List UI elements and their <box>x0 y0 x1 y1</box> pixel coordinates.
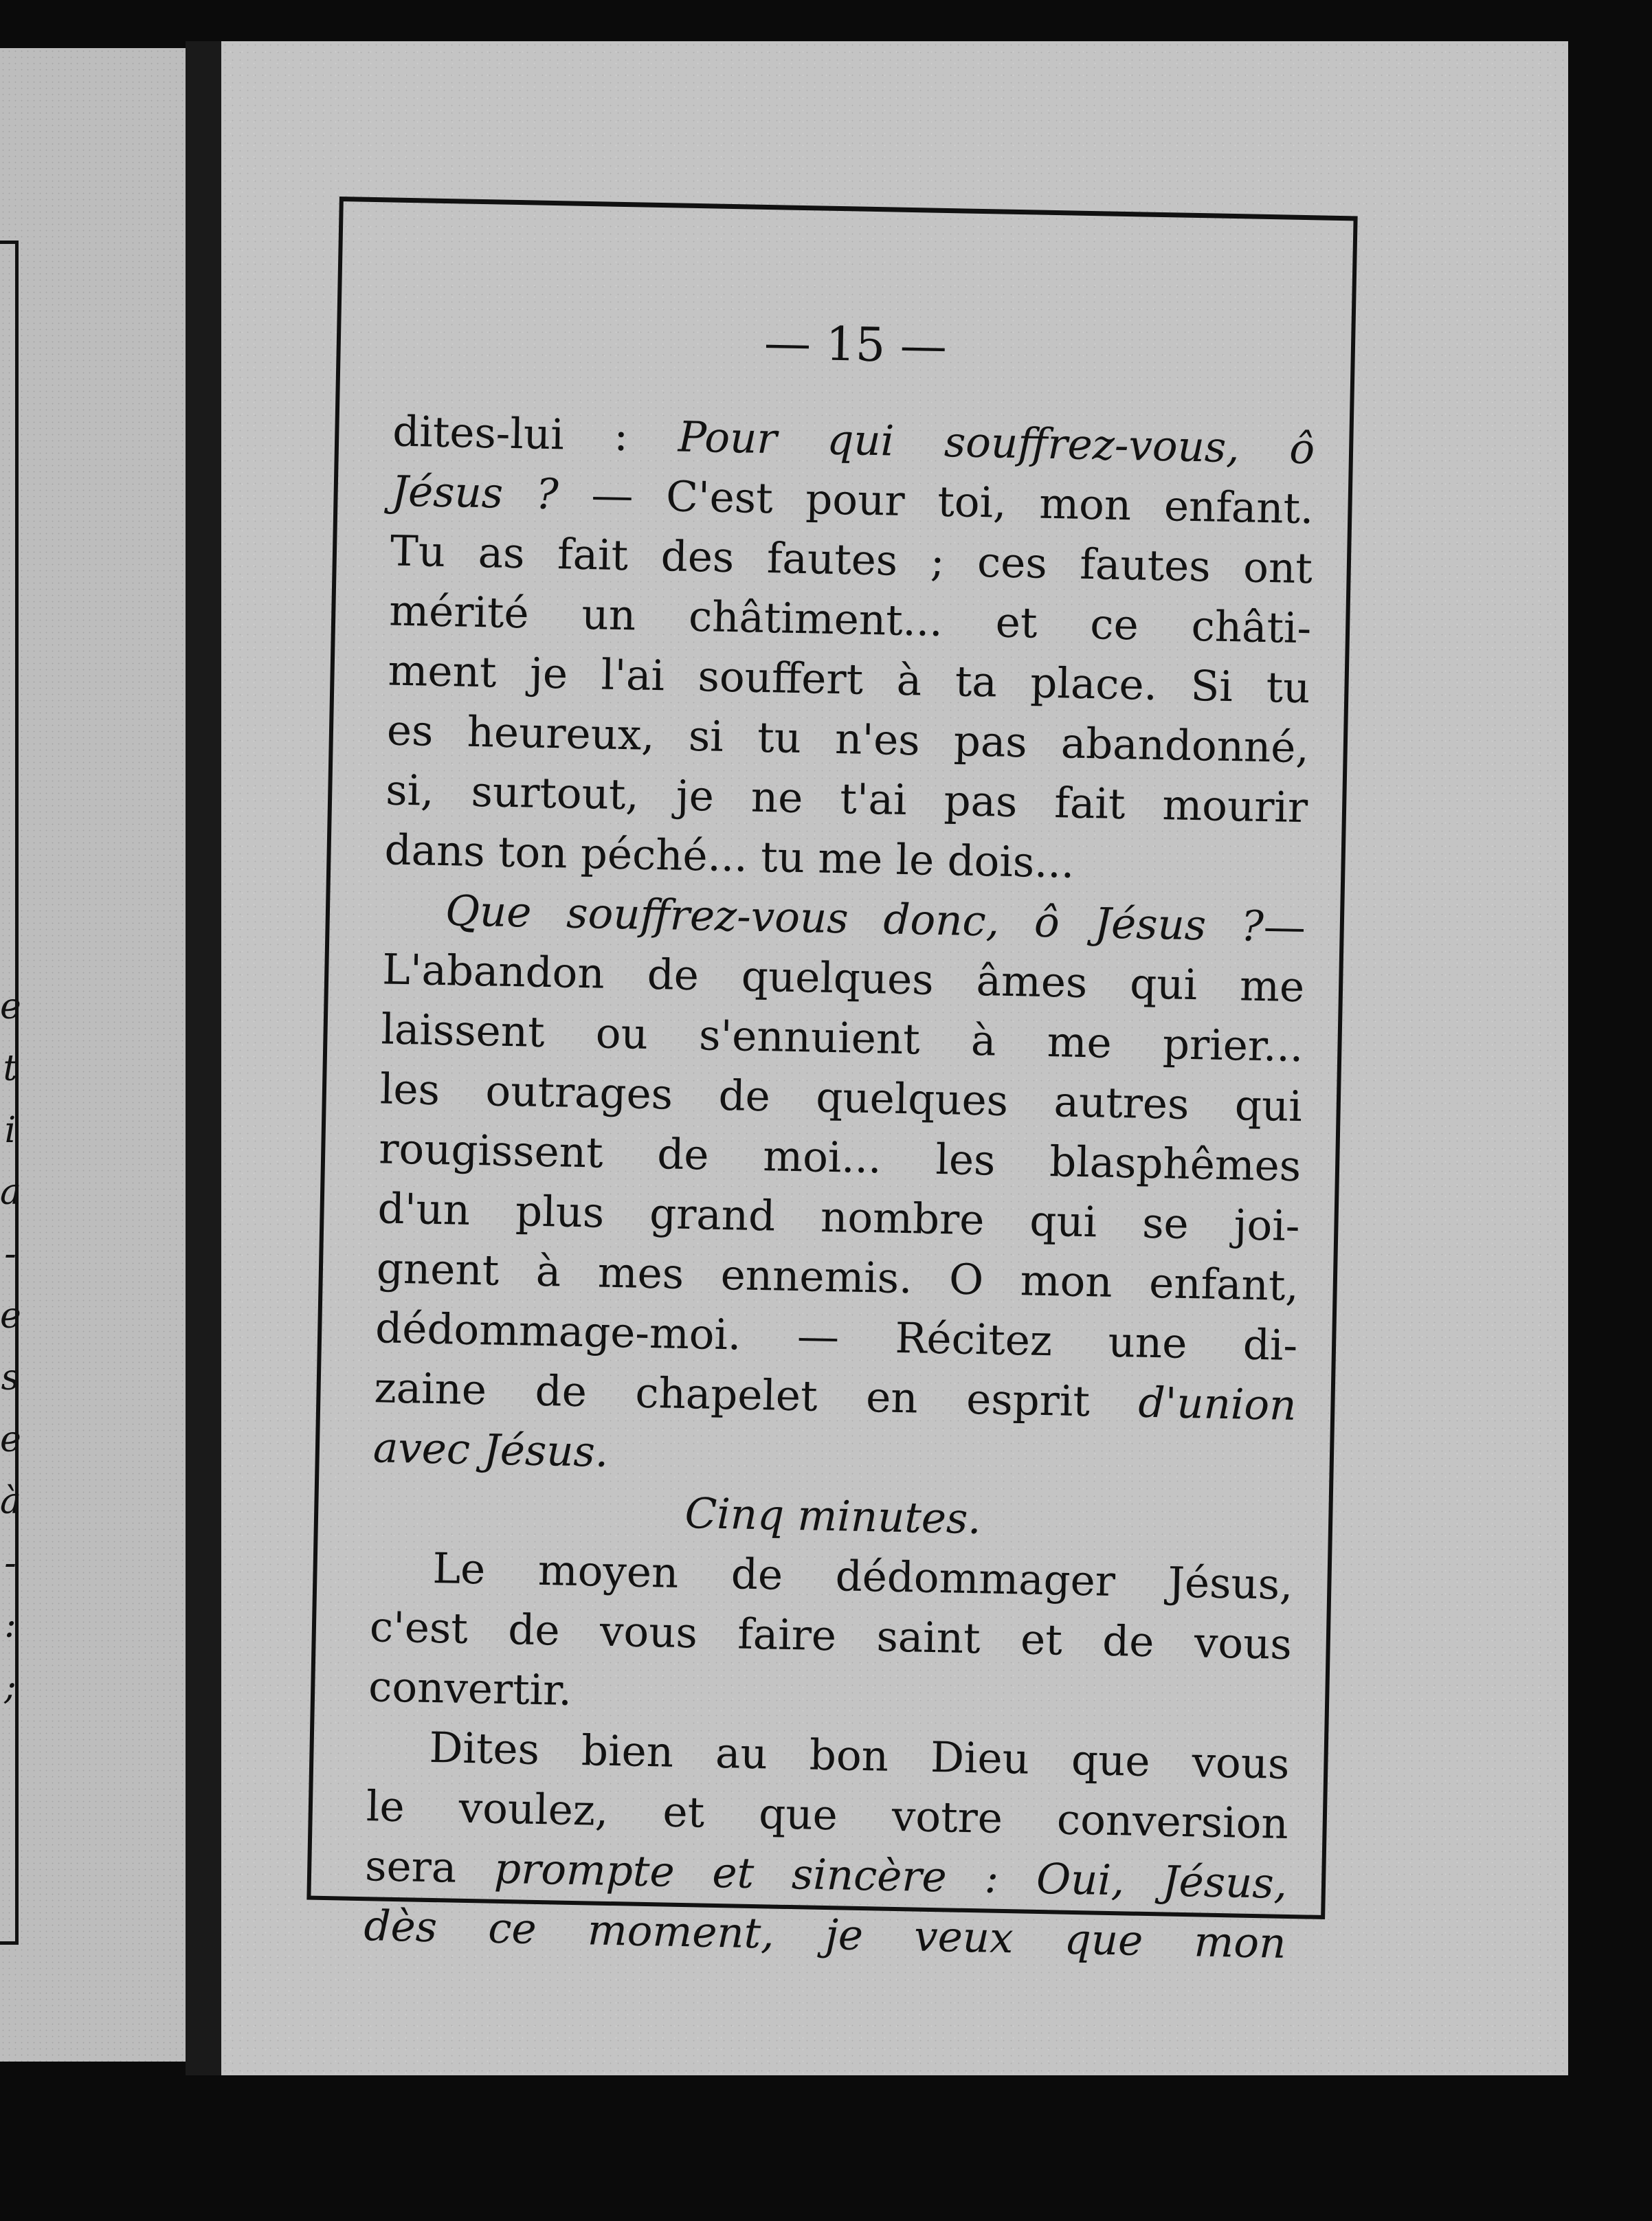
text-segment: si, surtout, je ne t'ai pas fait mourir <box>385 766 1308 833</box>
left-page-letter: e <box>0 1419 21 1460</box>
page-frame <box>306 197 1357 1968</box>
italic-text-segment: Jésus ? <box>391 467 559 520</box>
italic-text-segment: Pour qui souffrez-vous, ô <box>678 412 1315 474</box>
left-page-letter: i <box>4 1110 16 1151</box>
left-page-letter: e <box>0 1295 21 1337</box>
left-facing-page <box>0 48 186 2062</box>
left-page-cropped-letters <box>0 976 21 1718</box>
left-page-letter: - <box>4 1234 16 1275</box>
text-segment: c'est de vous faire saint et de vous <box>369 1603 1293 1669</box>
body-text <box>364 402 1315 1974</box>
book-page <box>221 41 1568 2075</box>
text-segment: dans ton péché... tu me le dois... <box>384 825 1075 888</box>
text-segment: d'un plus grand nombre qui se joi- <box>377 1184 1301 1251</box>
left-page-letter: t <box>3 1048 18 1089</box>
text-segment: — <box>1263 902 1306 952</box>
italic-text-segment: avec Jésus. <box>372 1423 609 1477</box>
text-segment: rougissent de moi... les blasphêmes <box>378 1124 1302 1192</box>
text-segment: L'abandon de quelques âmes qui me <box>381 945 1305 1012</box>
text-segment: mérité un châtiment... et ce châti- <box>388 586 1312 654</box>
text-segment: gnent à mes ennemis. O mon enfant, <box>376 1244 1299 1311</box>
left-page-letter: ; <box>4 1666 16 1708</box>
italic-text-segment: d'union <box>1137 1378 1297 1431</box>
italic-text-segment: prompte et sincère : Oui, Jésus, <box>493 1844 1288 1908</box>
page-number: — 15 — <box>763 315 948 375</box>
text-segment: le voulez, et que votre conversion <box>366 1782 1289 1849</box>
italic-text-segment: dès ce moment, je veux que mon <box>363 1901 1287 1968</box>
text-segment: convertir. <box>368 1662 572 1715</box>
left-page-letter: e <box>0 986 21 1027</box>
left-page-letter: a <box>0 1172 22 1213</box>
text-segment: es heureux, si tu n'es pas abandonné, <box>386 706 1310 773</box>
text-segment: laissent ou s'ennuient à me prier... <box>380 1005 1304 1072</box>
text-segment: — C'est pour toi, mon enfant. <box>557 470 1315 534</box>
left-page-letter: à <box>0 1481 22 1522</box>
text-segment: dédommage-moi. — Récitez une di- <box>375 1304 1298 1371</box>
text-block <box>364 306 1317 1974</box>
left-page-letter: s <box>1 1357 20 1398</box>
book-gutter <box>186 41 221 2075</box>
text-segment: sera <box>364 1842 495 1893</box>
text-segment: les outrages de quelques autres qui <box>379 1064 1303 1132</box>
italic-text-segment: Que souffrez-vous donc, ô Jésus ? <box>445 886 1264 952</box>
text-segment: zaine de chapelet en esprit <box>373 1363 1139 1427</box>
text-segment: dites-lui : <box>392 407 679 462</box>
text-segment: Dites bien au bon Dieu que vous <box>428 1723 1291 1789</box>
text-segment: Le moyen de dédommager Jésus, <box>432 1543 1294 1610</box>
left-page-letter: - <box>4 1543 16 1584</box>
text-segment: Tu as fait des fautes ; ces fautes ont <box>390 526 1313 594</box>
italic-text-segment: Cinq minutes. <box>684 1489 982 1544</box>
text-segment: ment je l'ai souffert à ta place. Si tu <box>388 646 1311 713</box>
left-page-letter: : <box>4 1605 16 1646</box>
